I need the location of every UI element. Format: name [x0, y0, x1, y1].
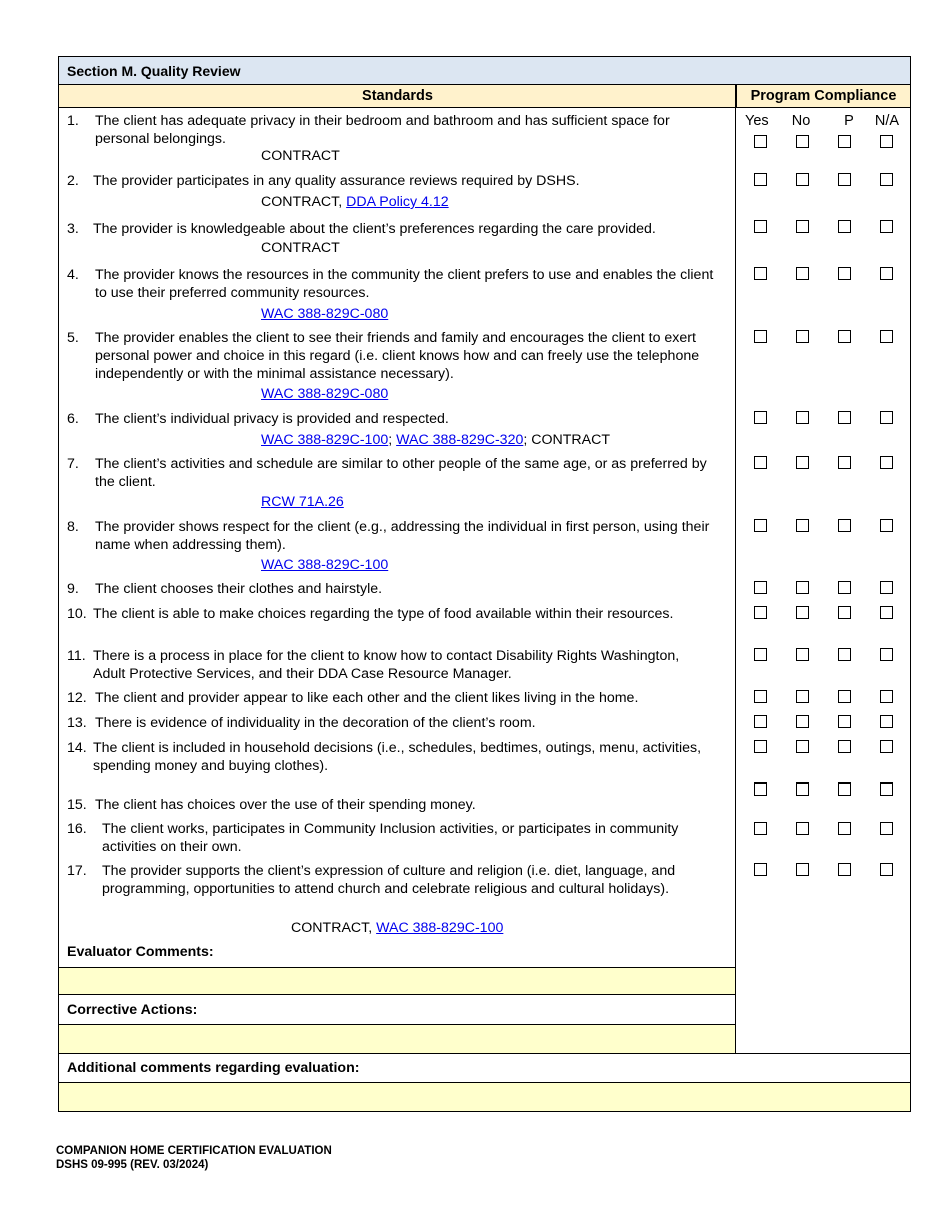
item-number: 1. [67, 113, 79, 129]
checkbox-p[interactable] [838, 267, 851, 280]
checkbox-na[interactable] [880, 822, 893, 835]
checkbox-yes[interactable] [754, 606, 767, 619]
checkbox-p[interactable] [838, 411, 851, 424]
compliance-label-p: P [844, 113, 854, 129]
divider [59, 1053, 910, 1054]
checkbox-na[interactable] [880, 648, 893, 661]
standard-reference [261, 385, 388, 403]
checkbox-yes[interactable] [754, 135, 767, 148]
checkbox-p[interactable] [838, 690, 851, 703]
reference-prefix: CONTRACT [261, 240, 340, 256]
compliance-label-yes: Yes [745, 113, 769, 129]
checkbox-na[interactable] [880, 330, 893, 343]
checkbox-no[interactable] [796, 822, 809, 835]
checkbox-p[interactable] [838, 519, 851, 532]
footer-form-number: DSHS 09-995 (REV. 03/2024) [56, 1159, 209, 1171]
evaluator-comments-label: Evaluator Comments: [67, 944, 214, 960]
checkbox-no[interactable] [796, 690, 809, 703]
checkbox-na[interactable] [880, 581, 893, 594]
standard-text: The client’s individual privacy is provided and respected. [95, 411, 449, 427]
item-number: 11. [67, 648, 86, 664]
checkbox-na[interactable] [880, 135, 893, 148]
checkbox-yes[interactable] [754, 715, 767, 728]
standards-column-header: Standards [59, 85, 736, 108]
standard-text: The client’s activities and schedule are similar to other people of the same age, or as preferred by the client. [95, 456, 707, 490]
checkbox-yes[interactable] [754, 330, 767, 343]
reference-suffix: ; CONTRACT [523, 432, 611, 448]
checkbox-p[interactable] [838, 648, 851, 661]
item-number: 14. [67, 740, 87, 756]
reference-link[interactable]: DDA Policy 4.12 [346, 194, 449, 210]
checkbox-no[interactable] [796, 606, 809, 619]
checkbox-no[interactable] [796, 135, 809, 148]
standard-text: The client and provider appear to like each other and the client likes living in the home. [95, 690, 639, 706]
checkbox-yes[interactable] [754, 581, 767, 594]
standard-reference: WAC 388-829C-100; WAC 388-829C-320; CONTRACT [261, 432, 611, 448]
checkbox-no[interactable] [796, 648, 809, 661]
checkbox-no[interactable] [796, 267, 809, 280]
checkbox-na[interactable] [880, 863, 893, 876]
checkbox-no[interactable] [796, 783, 809, 796]
compliance-label-na: N/A [874, 113, 900, 129]
item-number: 3. [67, 221, 79, 237]
checkbox-na[interactable] [880, 606, 893, 619]
item-number: 8. [67, 519, 79, 535]
standard-text: There is evidence of individuality in the decoration of the client’s room. [95, 715, 536, 731]
checkbox-no[interactable] [796, 173, 809, 186]
checkbox-p[interactable] [838, 740, 851, 753]
checkbox-no[interactable] [796, 330, 809, 343]
standard-reference [291, 919, 503, 937]
checkbox-p[interactable] [838, 173, 851, 186]
checkbox-yes[interactable] [754, 267, 767, 280]
checkbox-yes[interactable] [754, 411, 767, 424]
standard-reference [261, 193, 449, 211]
checkbox-no[interactable] [796, 740, 809, 753]
item-number: 16. [67, 821, 87, 837]
checkbox-yes[interactable] [754, 519, 767, 532]
checkbox-yes[interactable] [754, 690, 767, 703]
item-number: 5. [67, 330, 79, 346]
standard-reference [261, 493, 344, 511]
checkbox-yes[interactable] [754, 648, 767, 661]
checkbox-p[interactable] [838, 456, 851, 469]
checkbox-p[interactable] [838, 330, 851, 343]
corrective-actions-label: Corrective Actions: [67, 1002, 198, 1018]
reference-link[interactable]: RCW 71A.26 [261, 494, 344, 510]
reference-prefix: CONTRACT, [261, 194, 347, 210]
checkbox-p[interactable] [838, 581, 851, 594]
standard-text: The client is included in household decisions (i.e., schedules, bedtimes, outings, menu, activities, spending money and buying clothes). [93, 740, 702, 774]
evaluator-comments-field[interactable] [59, 967, 735, 995]
checkbox-na[interactable] [880, 456, 893, 469]
checkbox-yes[interactable] [754, 740, 767, 753]
item-number: 10. [67, 606, 87, 622]
reference-link[interactable]: WAC 388-829C-080 [261, 306, 389, 322]
checkbox-yes[interactable] [754, 456, 767, 469]
compliance-label-no: No [791, 113, 811, 129]
reference-link[interactable]: WAC 388-829C-080 [261, 386, 389, 402]
checkbox-p[interactable] [838, 783, 851, 796]
additional-comments-label: Additional comments regarding evaluation: [67, 1060, 360, 1076]
item-number: 4. [67, 267, 79, 283]
standard-text: The provider supports the client’s expression of culture and religion (i.e. diet, language, and programming, opportunities to attend church and celebrate religious and cultural holidays). [102, 863, 676, 897]
standard-reference [261, 556, 388, 574]
reference-link[interactable]: WAC 388-829C-100 [261, 432, 389, 448]
standard-text: The provider enables the client to see their friends and family and encourages the client to exert personal power and choice in this regard (i.e. client knows how and can freely use the telephone independently or with the minimal assistance necessary). [95, 330, 700, 382]
checkbox-p[interactable] [838, 135, 851, 148]
standard-text: The client works, participates in Community Inclusion activities, or participates in community activities on their own. [102, 821, 679, 855]
standard-reference [261, 305, 388, 323]
reference-link[interactable]: WAC 388-829C-100 [376, 920, 504, 936]
item-number: 17. [67, 863, 87, 879]
checkbox-no[interactable] [796, 581, 809, 594]
checkbox-na[interactable] [880, 715, 893, 728]
checkbox-na[interactable] [880, 411, 893, 424]
checkbox-p[interactable] [838, 606, 851, 619]
checkbox-na[interactable] [880, 267, 893, 280]
checkbox-na[interactable] [880, 173, 893, 186]
standard-text: The client has choices over the use of their spending money. [95, 797, 476, 813]
item-number: 6. [67, 411, 79, 427]
checkbox-no[interactable] [796, 715, 809, 728]
checkbox-p[interactable] [838, 220, 851, 233]
standard-text: There is a process in place for the client to know how to contact Disability Rights Washington, Adult Protective Services, and their DDA Case Resource Manager. [93, 648, 680, 682]
checkbox-yes[interactable] [754, 220, 767, 233]
standard-text: The client chooses their clothes and hairstyle. [95, 581, 383, 597]
checkbox-p[interactable] [838, 822, 851, 835]
footer-title: COMPANION HOME CERTIFICATION EVALUATION [56, 1145, 332, 1157]
column-divider [735, 85, 736, 1053]
item-number: 12. [67, 690, 87, 706]
standard-text: The client is able to make choices regarding the type of food available within their resources. [93, 606, 674, 622]
checkbox-no[interactable] [796, 519, 809, 532]
section-title: Section M. Quality Review [59, 57, 910, 85]
standard-reference [261, 147, 340, 165]
item-number: 7. [67, 456, 79, 472]
standard-reference [261, 239, 340, 257]
item-number: 15. [67, 797, 87, 813]
standard-text: The provider is knowledgeable about the client’s preferences regarding the care provided. [93, 221, 656, 237]
quality-review-form [58, 56, 911, 1112]
item-number: 9. [67, 581, 79, 597]
reference-prefix: CONTRACT, [291, 920, 377, 936]
standard-text: The client has adequate privacy in their bedroom and bathroom and has sufficient space for personal belongings. [95, 113, 670, 147]
checkbox-no[interactable] [796, 411, 809, 424]
standard-text: The provider participates in any quality assurance reviews required by DSHS. [93, 173, 580, 189]
checkbox-no[interactable] [796, 863, 809, 876]
additional-comments-field[interactable] [59, 1082, 910, 1111]
item-number: 2. [67, 173, 79, 189]
checkbox-na[interactable] [880, 690, 893, 703]
checkbox-na[interactable] [880, 783, 893, 796]
reference-link[interactable]: WAC 388-829C-320 [396, 432, 524, 448]
checkbox-no[interactable] [796, 456, 809, 469]
item-number: 13. [67, 715, 87, 731]
compliance-column-header: Program Compliance [736, 85, 910, 108]
checkbox-na[interactable] [880, 740, 893, 753]
checkbox-na[interactable] [880, 519, 893, 532]
reference-prefix: CONTRACT [261, 148, 340, 164]
checkbox-yes[interactable] [754, 173, 767, 186]
checkbox-p[interactable] [838, 715, 851, 728]
reference-link[interactable]: WAC 388-829C-100 [261, 557, 389, 573]
checkbox-p[interactable] [838, 863, 851, 876]
checkbox-yes[interactable] [754, 863, 767, 876]
checkbox-no[interactable] [796, 220, 809, 233]
checkbox-yes[interactable] [754, 822, 767, 835]
corrective-actions-field[interactable] [59, 1024, 735, 1053]
standard-text: The provider shows respect for the client (e.g., addressing the individual in first person, using their name when addressing them). [95, 519, 710, 553]
standard-text: The provider knows the resources in the community the client prefers to use and enables the client to use their preferred community resources. [95, 267, 714, 301]
checkbox-na[interactable] [880, 220, 893, 233]
checkbox-yes[interactable] [754, 783, 767, 796]
